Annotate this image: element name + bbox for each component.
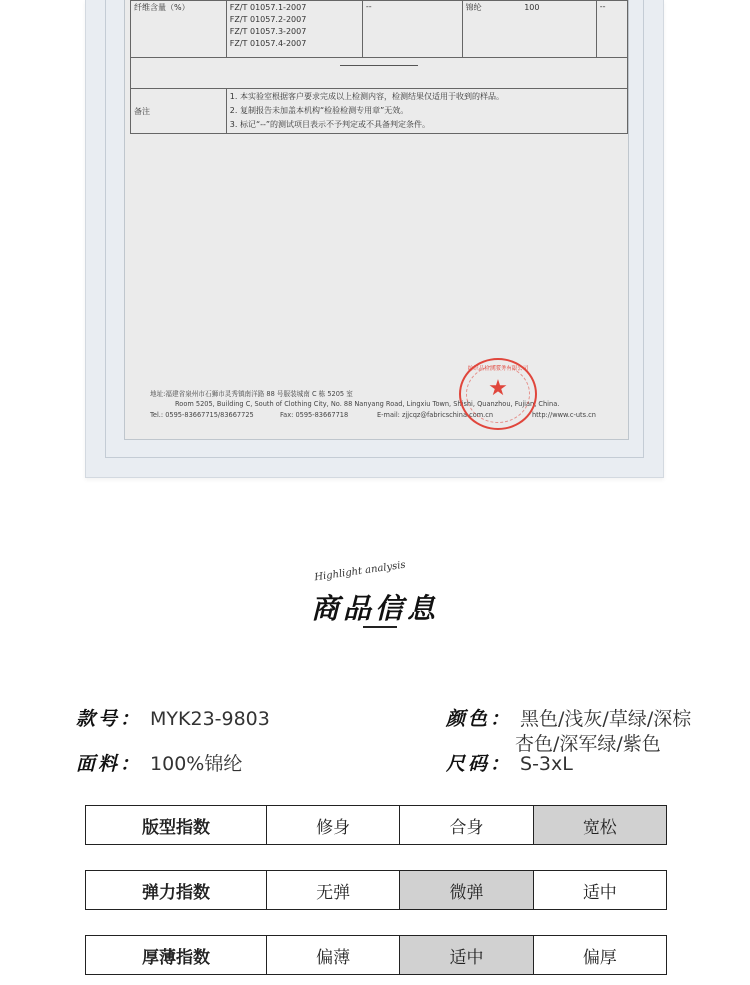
color-label: 颜色：: [446, 708, 513, 730]
blank-cell: [131, 58, 628, 89]
fit-index-label: 版型指数: [142, 817, 210, 838]
email-text: E-mail: zjjcqz@fabricschina.com.cn: [377, 411, 494, 419]
model-info: [76, 704, 270, 731]
fiber-content-row: [131, 1, 628, 58]
elasticity-index-label: 弹力指数: [142, 882, 210, 903]
title-underline: [363, 626, 397, 628]
standard-line: FZ/T 01057.4-2007: [229, 39, 307, 48]
tel-text: Tel.: 0595-83667715/83667725: [150, 411, 254, 419]
fiber-standards-cell: [226, 1, 362, 58]
standard-line: FZ/T 01057.2-2007: [229, 15, 307, 24]
thickness-option-moderate: 适中: [399, 936, 532, 974]
remarks-text-cell: [226, 89, 627, 134]
standard-line: FZ/T 01057.1-2007: [229, 3, 307, 12]
remark-line: 3. 标记“--”的测试项目表示不予判定或不具备判定条件。: [229, 120, 431, 129]
fit-option-regular: 合身: [399, 806, 532, 844]
result-cell: [462, 1, 596, 58]
result-name: 锦纶: [465, 3, 482, 12]
fabric-info: [76, 749, 242, 776]
color-value-line1: 黑色/浅灰/草绿/深棕: [520, 708, 692, 730]
standard-line: FZ/T 01057.3-2007: [229, 27, 307, 36]
remark-line: 2. 复制报告未加盖本机构“检验检测专用章”无效。: [229, 106, 409, 115]
thickness-index-table: [85, 935, 667, 975]
fabric-value: 100%锦纶: [150, 753, 243, 775]
model-value: MYK23-9803: [150, 708, 270, 730]
thickness-option-thin: 偏薄: [266, 936, 399, 974]
remarks-label-cell: 备注: [131, 89, 227, 134]
result-value: 100: [524, 3, 540, 12]
size-value: S-3xL: [520, 753, 573, 775]
size-info: [446, 749, 573, 776]
seal-text: 纺织品检测服务有限公司: [467, 366, 529, 372]
model-label: 款号：: [76, 708, 143, 730]
fiber-item-cell: 纤维含量（%）: [131, 1, 227, 58]
judgement-cell: --: [596, 1, 627, 58]
thickness-option-thick: 偏厚: [533, 936, 666, 974]
fit-index-table: [85, 805, 667, 845]
elasticity-option-none: 无弹: [266, 871, 399, 909]
fabric-label: 面料：: [76, 753, 143, 775]
elasticity-option-slight: 微弹: [399, 871, 532, 909]
fit-option-loose: 宽松: [533, 806, 666, 844]
remark-line: 1. 本实验室根据客户要求完成以上检测内容，检测结果仅适用于收到的样品。: [229, 92, 504, 101]
blank-row: [131, 58, 628, 89]
fit-option-slim: 修身: [266, 806, 399, 844]
star-icon: ★: [488, 376, 508, 401]
website-text: http://www.c-uts.cn: [532, 411, 596, 419]
thickness-index-label: 厚薄指数: [142, 947, 210, 968]
size-label: 尺码：: [446, 753, 513, 775]
remarks-row: [131, 89, 628, 134]
fax-text: Fax: 0595-83667718: [280, 411, 349, 419]
test-report-table: [130, 0, 628, 134]
official-seal-stamp: [459, 358, 537, 430]
elasticity-option-moderate: 适中: [533, 871, 666, 909]
address-en: Room 5205, Building C, South of Clothing City, No. 88 Nanyang Road, Lingxiu Town, Shishi, Quanzhou, Fujian, China.: [175, 400, 560, 408]
color-info: [446, 704, 691, 731]
address-cn: 地址:福建省泉州市石狮市灵秀镇南洋路 88 号服装城南 C 栋 5205 室: [150, 390, 353, 398]
color-value-line2: 杏色/深军绿/紫色: [515, 733, 661, 755]
section-title: 商品信息: [310, 592, 439, 625]
signature-line: [340, 65, 418, 66]
requirement-cell: --: [362, 1, 462, 58]
highlight-subtitle: Highlight analysis: [313, 559, 407, 584]
elasticity-index-table: [85, 870, 667, 910]
